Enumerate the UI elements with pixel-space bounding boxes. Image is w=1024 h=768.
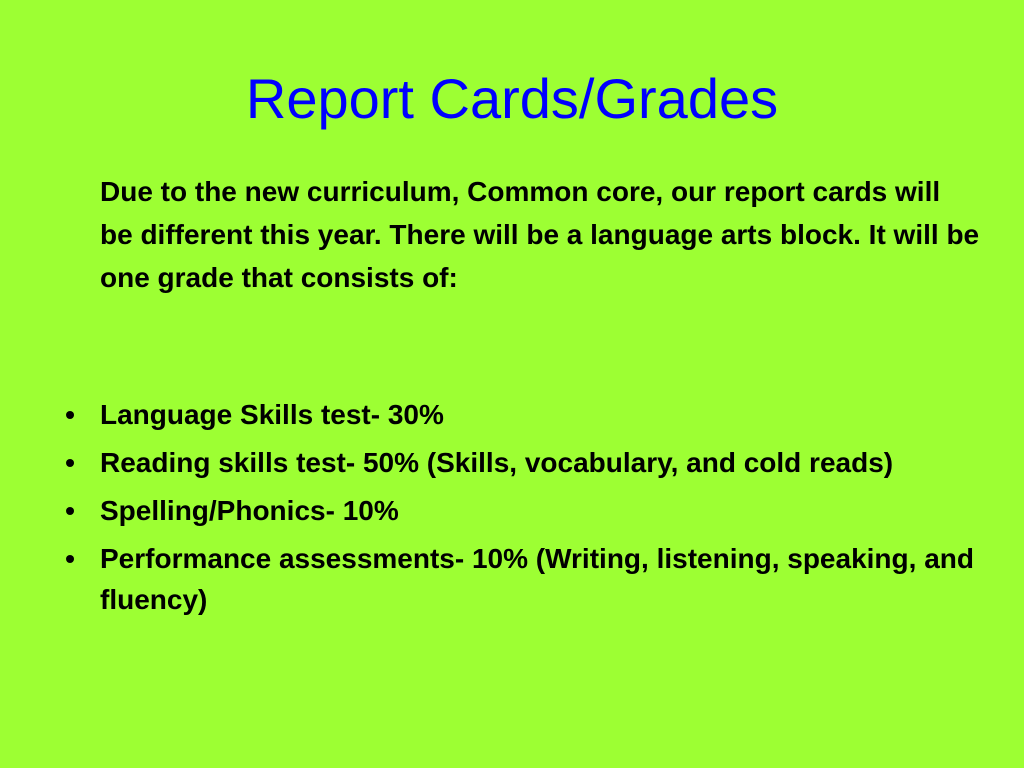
list-item-text: Spelling/Phonics- 10%: [100, 495, 399, 526]
list-item-text: Performance assessments- 10% (Writing, listening, speaking, and fluency): [100, 543, 974, 615]
list-item: [0, 490, 1000, 531]
intro-paragraph: Due to the new curriculum, Common core, our report cards will be different this year. There will be a language arts block. It will be one grade that consists of:: [100, 176, 980, 293]
slide-title: Report Cards/Grades: [245, 67, 779, 130]
list-item-text: Reading skills test- 50% (Skills, vocabulary, and cold reads): [100, 447, 894, 478]
list-item-text: Language Skills test- 30%: [100, 399, 444, 430]
bullet-icon: •: [65, 495, 75, 526]
list-item: [0, 538, 1000, 620]
list-item: [0, 442, 1000, 483]
list-item: [0, 394, 1000, 435]
bullet-icon: •: [65, 399, 75, 430]
bullet-icon: •: [65, 543, 75, 574]
bullet-icon: •: [65, 447, 75, 478]
grade-breakdown-list: [0, 394, 1000, 627]
